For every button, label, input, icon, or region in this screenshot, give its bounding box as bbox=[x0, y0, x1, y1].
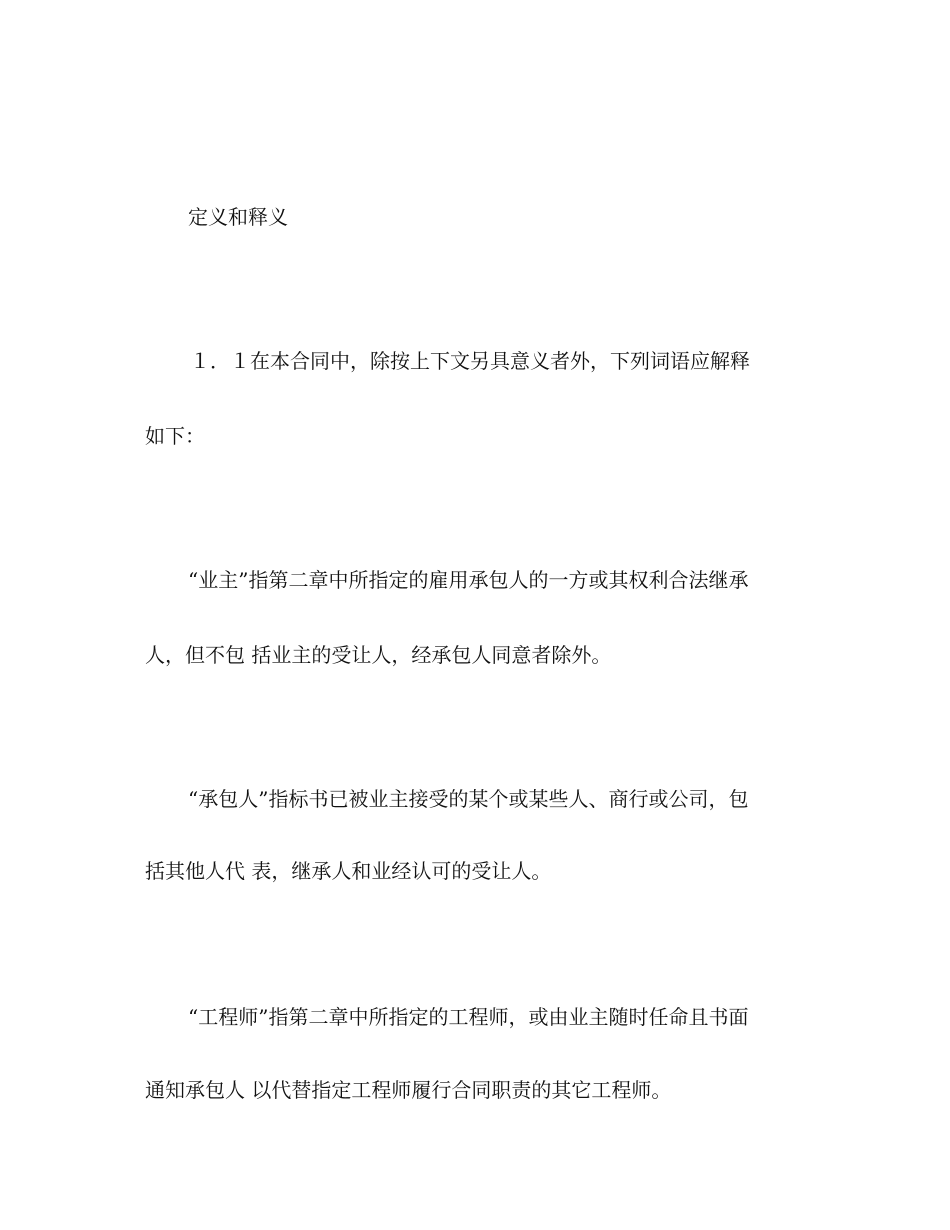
section-heading: 定义和释义 bbox=[188, 205, 288, 229]
contractor-definition-line-1: “承包人”指标书已被业主接受的某个或某些人、商行或公司，包 bbox=[188, 787, 749, 811]
contractor-definition-line-2: 括其他人代 表，继承人和业经认可的受让人。 bbox=[145, 859, 552, 883]
owner-definition-line-1: “业主”指第二章中所指定的雇用承包人的一方或其权利合法继承 bbox=[188, 568, 749, 592]
clause-1-1-line-1: １．１在本合同中，除按上下文另具意义者外，下列词语应解释 bbox=[190, 349, 750, 373]
clause-1-1-line-2: 如下： bbox=[145, 424, 205, 448]
owner-definition-line-2: 人，但不包 括业主的受让人，经承包人同意者除外。 bbox=[145, 643, 612, 667]
engineer-definition-line-1: “工程师”指第二章中所指定的工程师，或由业主随时任命且书面 bbox=[188, 1005, 749, 1029]
engineer-definition-line-2: 通知承包人 以代替指定工程师履行合同职责的其它工程师。 bbox=[145, 1078, 672, 1102]
